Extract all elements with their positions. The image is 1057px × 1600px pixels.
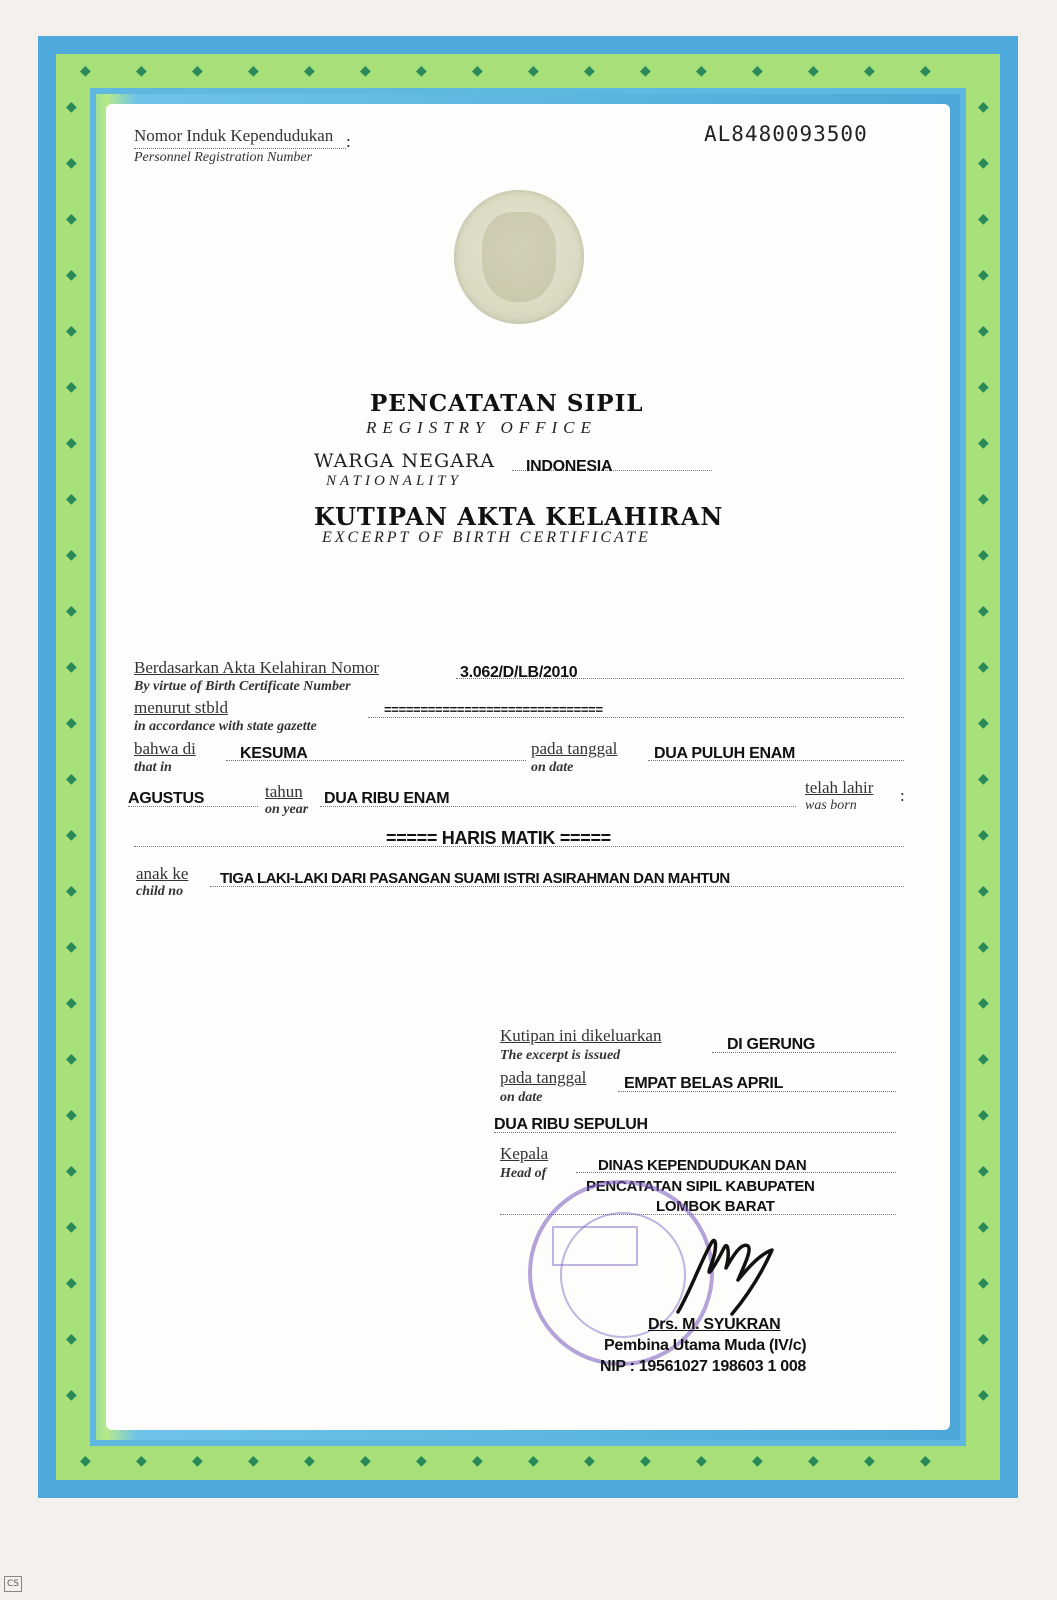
nationality-label-en: NATIONALITY xyxy=(326,473,462,489)
registry-title-en: REGISTRY OFFICE xyxy=(366,418,597,437)
frame-ornament-icon: ◆ xyxy=(66,211,77,227)
nationality-value: INDONESIA xyxy=(526,458,613,475)
year-value: DUA RIBU ENAM xyxy=(324,790,450,807)
year-label: tahun xyxy=(265,782,303,801)
frame-ornament-icon: ◆ xyxy=(920,63,931,79)
nik-label-en: Personnel Registration Number xyxy=(134,150,313,165)
frame-ornament-icon: ◆ xyxy=(66,939,77,955)
frame-ornament-icon: ◆ xyxy=(978,1331,989,1347)
stbld-dots xyxy=(368,717,904,718)
garuda-silhouette-icon xyxy=(482,212,556,302)
frame-ornament-icon: ◆ xyxy=(640,1453,651,1469)
frame-ornament-icon: ◆ xyxy=(472,63,483,79)
child-no-label-en: child no xyxy=(136,884,184,899)
frame-ornament-icon: ◆ xyxy=(66,659,77,675)
frame-ornament-icon: ◆ xyxy=(978,771,989,787)
frame-ornament-icon: ◆ xyxy=(66,267,77,283)
stbld-label-en: in accordance with state gazette xyxy=(134,719,317,734)
frame-ornament-icon: ◆ xyxy=(528,63,539,79)
issue-year-value: DUA RIBU SEPULUH xyxy=(494,1116,648,1133)
frame-ornament-icon: ◆ xyxy=(584,1453,595,1469)
nik-colon: : xyxy=(346,132,351,151)
child-no-label: anak ke xyxy=(136,864,189,883)
office-line-1: DINAS KEPENDUDUKAN DAN xyxy=(598,1157,807,1174)
scanner-badge-icon: CS xyxy=(4,1576,22,1592)
frame-ornament-icon: ◆ xyxy=(752,63,763,79)
issue-date-label-en: on date xyxy=(500,1090,543,1105)
place-label-en: that in xyxy=(134,760,172,775)
stbld-label: menurut stbld xyxy=(134,698,228,717)
frame-ornament-icon: ◆ xyxy=(416,63,427,79)
frame-ornament-icon: ◆ xyxy=(978,1275,989,1291)
place-value: KESUMA xyxy=(240,745,308,762)
frame-ornament-icon: ◆ xyxy=(66,1387,77,1403)
frame-ornament-icon: ◆ xyxy=(978,547,989,563)
office-line-3: LOMBOK BARAT xyxy=(656,1198,775,1215)
frame-ornament-icon: ◆ xyxy=(66,827,77,843)
excerpt-title-en: EXCERPT OF BIRTH CERTIFICATE xyxy=(322,529,651,546)
frame-ornament-icon: ◆ xyxy=(66,435,77,451)
month-value: AGUSTUS xyxy=(128,790,205,807)
issued-value: DI GERUNG xyxy=(727,1036,815,1053)
frame-ornament-icon: ◆ xyxy=(66,379,77,395)
year-label-en: on year xyxy=(265,802,309,817)
frame-ornament-icon: ◆ xyxy=(978,99,989,115)
frame-ornament-icon: ◆ xyxy=(66,1051,77,1067)
born-label-en: was born xyxy=(805,798,857,813)
date-value: DUA PULUH ENAM xyxy=(654,745,795,762)
cert-number-label: Berdasarkan Akta Kelahiran Nomor xyxy=(134,658,379,677)
frame-ornament-icon: ◆ xyxy=(978,715,989,731)
frame-ornament-icon: ◆ xyxy=(978,995,989,1011)
frame-ornament-icon: ◆ xyxy=(66,1331,77,1347)
frame-ornament-icon: ◆ xyxy=(80,1453,91,1469)
frame-ornament-icon: ◆ xyxy=(192,1453,203,1469)
child-name: ===== HARIS MATIK ===== xyxy=(386,828,611,848)
frame-ornament-icon: ◆ xyxy=(978,211,989,227)
frame-ornament-icon: ◆ xyxy=(864,63,875,79)
frame-ornament-icon: ◆ xyxy=(978,1107,989,1123)
frame-ornament-icon: ◆ xyxy=(808,1453,819,1469)
frame-ornament-icon: ◆ xyxy=(978,155,989,171)
frame-ornament-icon: ◆ xyxy=(978,379,989,395)
stamp-center-box xyxy=(552,1226,638,1266)
stbld-value: ============================== xyxy=(384,702,603,717)
frame-ornament-icon: ◆ xyxy=(80,63,91,79)
frame-ornament-icon: ◆ xyxy=(304,63,315,79)
issued-label: Kutipan ini dikeluarkan xyxy=(500,1026,662,1045)
frame-ornament-icon: ◆ xyxy=(66,715,77,731)
excerpt-title: KUTIPAN AKTA KELAHIRAN xyxy=(314,502,724,531)
born-colon: : xyxy=(900,786,905,805)
frame-ornament-icon: ◆ xyxy=(864,1453,875,1469)
frame-ornament-icon: ◆ xyxy=(136,63,147,79)
frame-ornament-icon: ◆ xyxy=(248,63,259,79)
frame-ornament-icon: ◆ xyxy=(66,547,77,563)
frame-ornament-icon: ◆ xyxy=(66,995,77,1011)
frame-ornament-icon: ◆ xyxy=(66,323,77,339)
frame-ornament-icon: ◆ xyxy=(978,323,989,339)
office-line-2: PENCATATAN SIPIL KABUPATEN xyxy=(586,1178,815,1195)
frame-ornament-icon: ◆ xyxy=(66,883,77,899)
frame-ornament-icon: ◆ xyxy=(978,659,989,675)
date-label-en: on date xyxy=(531,760,574,775)
place-label: bahwa di xyxy=(134,739,196,758)
frame-ornament-icon: ◆ xyxy=(920,1453,931,1469)
frame-ornament-icon: ◆ xyxy=(978,435,989,451)
frame-ornament-icon: ◆ xyxy=(978,603,989,619)
nik-underline xyxy=(134,148,346,149)
frame-ornament-icon: ◆ xyxy=(978,1219,989,1235)
frame-ornament-icon: ◆ xyxy=(752,1453,763,1469)
cert-number-label-en: By virtue of Birth Certificate Number xyxy=(134,679,351,694)
frame-ornament-icon: ◆ xyxy=(528,1453,539,1469)
official-name: Drs. M. SYUKRAN xyxy=(648,1316,781,1333)
frame-ornament-icon: ◆ xyxy=(978,1387,989,1403)
serial-number: AL8480093500 xyxy=(704,122,868,146)
frame-ornament-icon: ◆ xyxy=(978,267,989,283)
frame-ornament-icon: ◆ xyxy=(192,63,203,79)
head-label: Kepala xyxy=(500,1144,549,1163)
issued-label-en: The excerpt is issued xyxy=(500,1048,621,1063)
nik-label: Nomor Induk Kependudukan xyxy=(134,126,334,145)
issue-date-label: pada tanggal xyxy=(500,1068,587,1087)
born-label: telah lahir xyxy=(805,778,874,797)
registry-title: PENCATATAN SIPIL xyxy=(370,390,644,417)
frame-ornament-icon: ◆ xyxy=(808,63,819,79)
frame-ornament-icon: ◆ xyxy=(978,1163,989,1179)
frame-ornament-icon: ◆ xyxy=(66,491,77,507)
frame-ornament-icon: ◆ xyxy=(66,1219,77,1235)
frame-ornament-icon: ◆ xyxy=(978,827,989,843)
frame-ornament-icon: ◆ xyxy=(696,63,707,79)
signature-icon xyxy=(672,1228,782,1318)
frame-ornament-icon: ◆ xyxy=(66,603,77,619)
frame-ornament-icon: ◆ xyxy=(978,883,989,899)
cert-number-value: 3.062/D/LB/2010 xyxy=(460,664,578,681)
frame-ornament-icon: ◆ xyxy=(360,1453,371,1469)
frame-ornament-icon: ◆ xyxy=(66,1163,77,1179)
date-label: pada tanggal xyxy=(531,739,618,758)
official-rank: Pembina Utama Muda (IV/c) xyxy=(604,1337,807,1354)
issue-date-value: EMPAT BELAS APRIL xyxy=(624,1075,784,1092)
frame-ornament-icon: ◆ xyxy=(304,1453,315,1469)
frame-ornament-icon: ◆ xyxy=(66,1275,77,1291)
frame-ornament-icon: ◆ xyxy=(696,1453,707,1469)
frame-ornament-icon: ◆ xyxy=(584,63,595,79)
official-nip: NIP : 19561027 198603 1 008 xyxy=(600,1358,807,1375)
frame-ornament-icon: ◆ xyxy=(472,1453,483,1469)
child-no-value: TIGA LAKI-LAKI DARI PASANGAN SUAMI ISTRI ASIRAHMAN DAN MAHTUN xyxy=(220,870,730,887)
garuda-emblem-icon xyxy=(454,190,584,324)
frame-ornament-icon: ◆ xyxy=(978,1051,989,1067)
frame-ornament-icon: ◆ xyxy=(66,155,77,171)
frame-ornament-icon: ◆ xyxy=(248,1453,259,1469)
frame-ornament-icon: ◆ xyxy=(66,771,77,787)
nationality-label: WARGA NEGARA xyxy=(314,450,495,472)
frame-ornament-icon: ◆ xyxy=(66,1107,77,1123)
frame-ornament-icon: ◆ xyxy=(136,1453,147,1469)
frame-ornament-icon: ◆ xyxy=(416,1453,427,1469)
frame-ornament-icon: ◆ xyxy=(360,63,371,79)
frame-ornament-icon: ◆ xyxy=(978,939,989,955)
frame-ornament-icon: ◆ xyxy=(978,491,989,507)
head-label-en: Head of xyxy=(500,1166,547,1181)
frame-ornament-icon: ◆ xyxy=(640,63,651,79)
frame-ornament-icon: ◆ xyxy=(66,99,77,115)
